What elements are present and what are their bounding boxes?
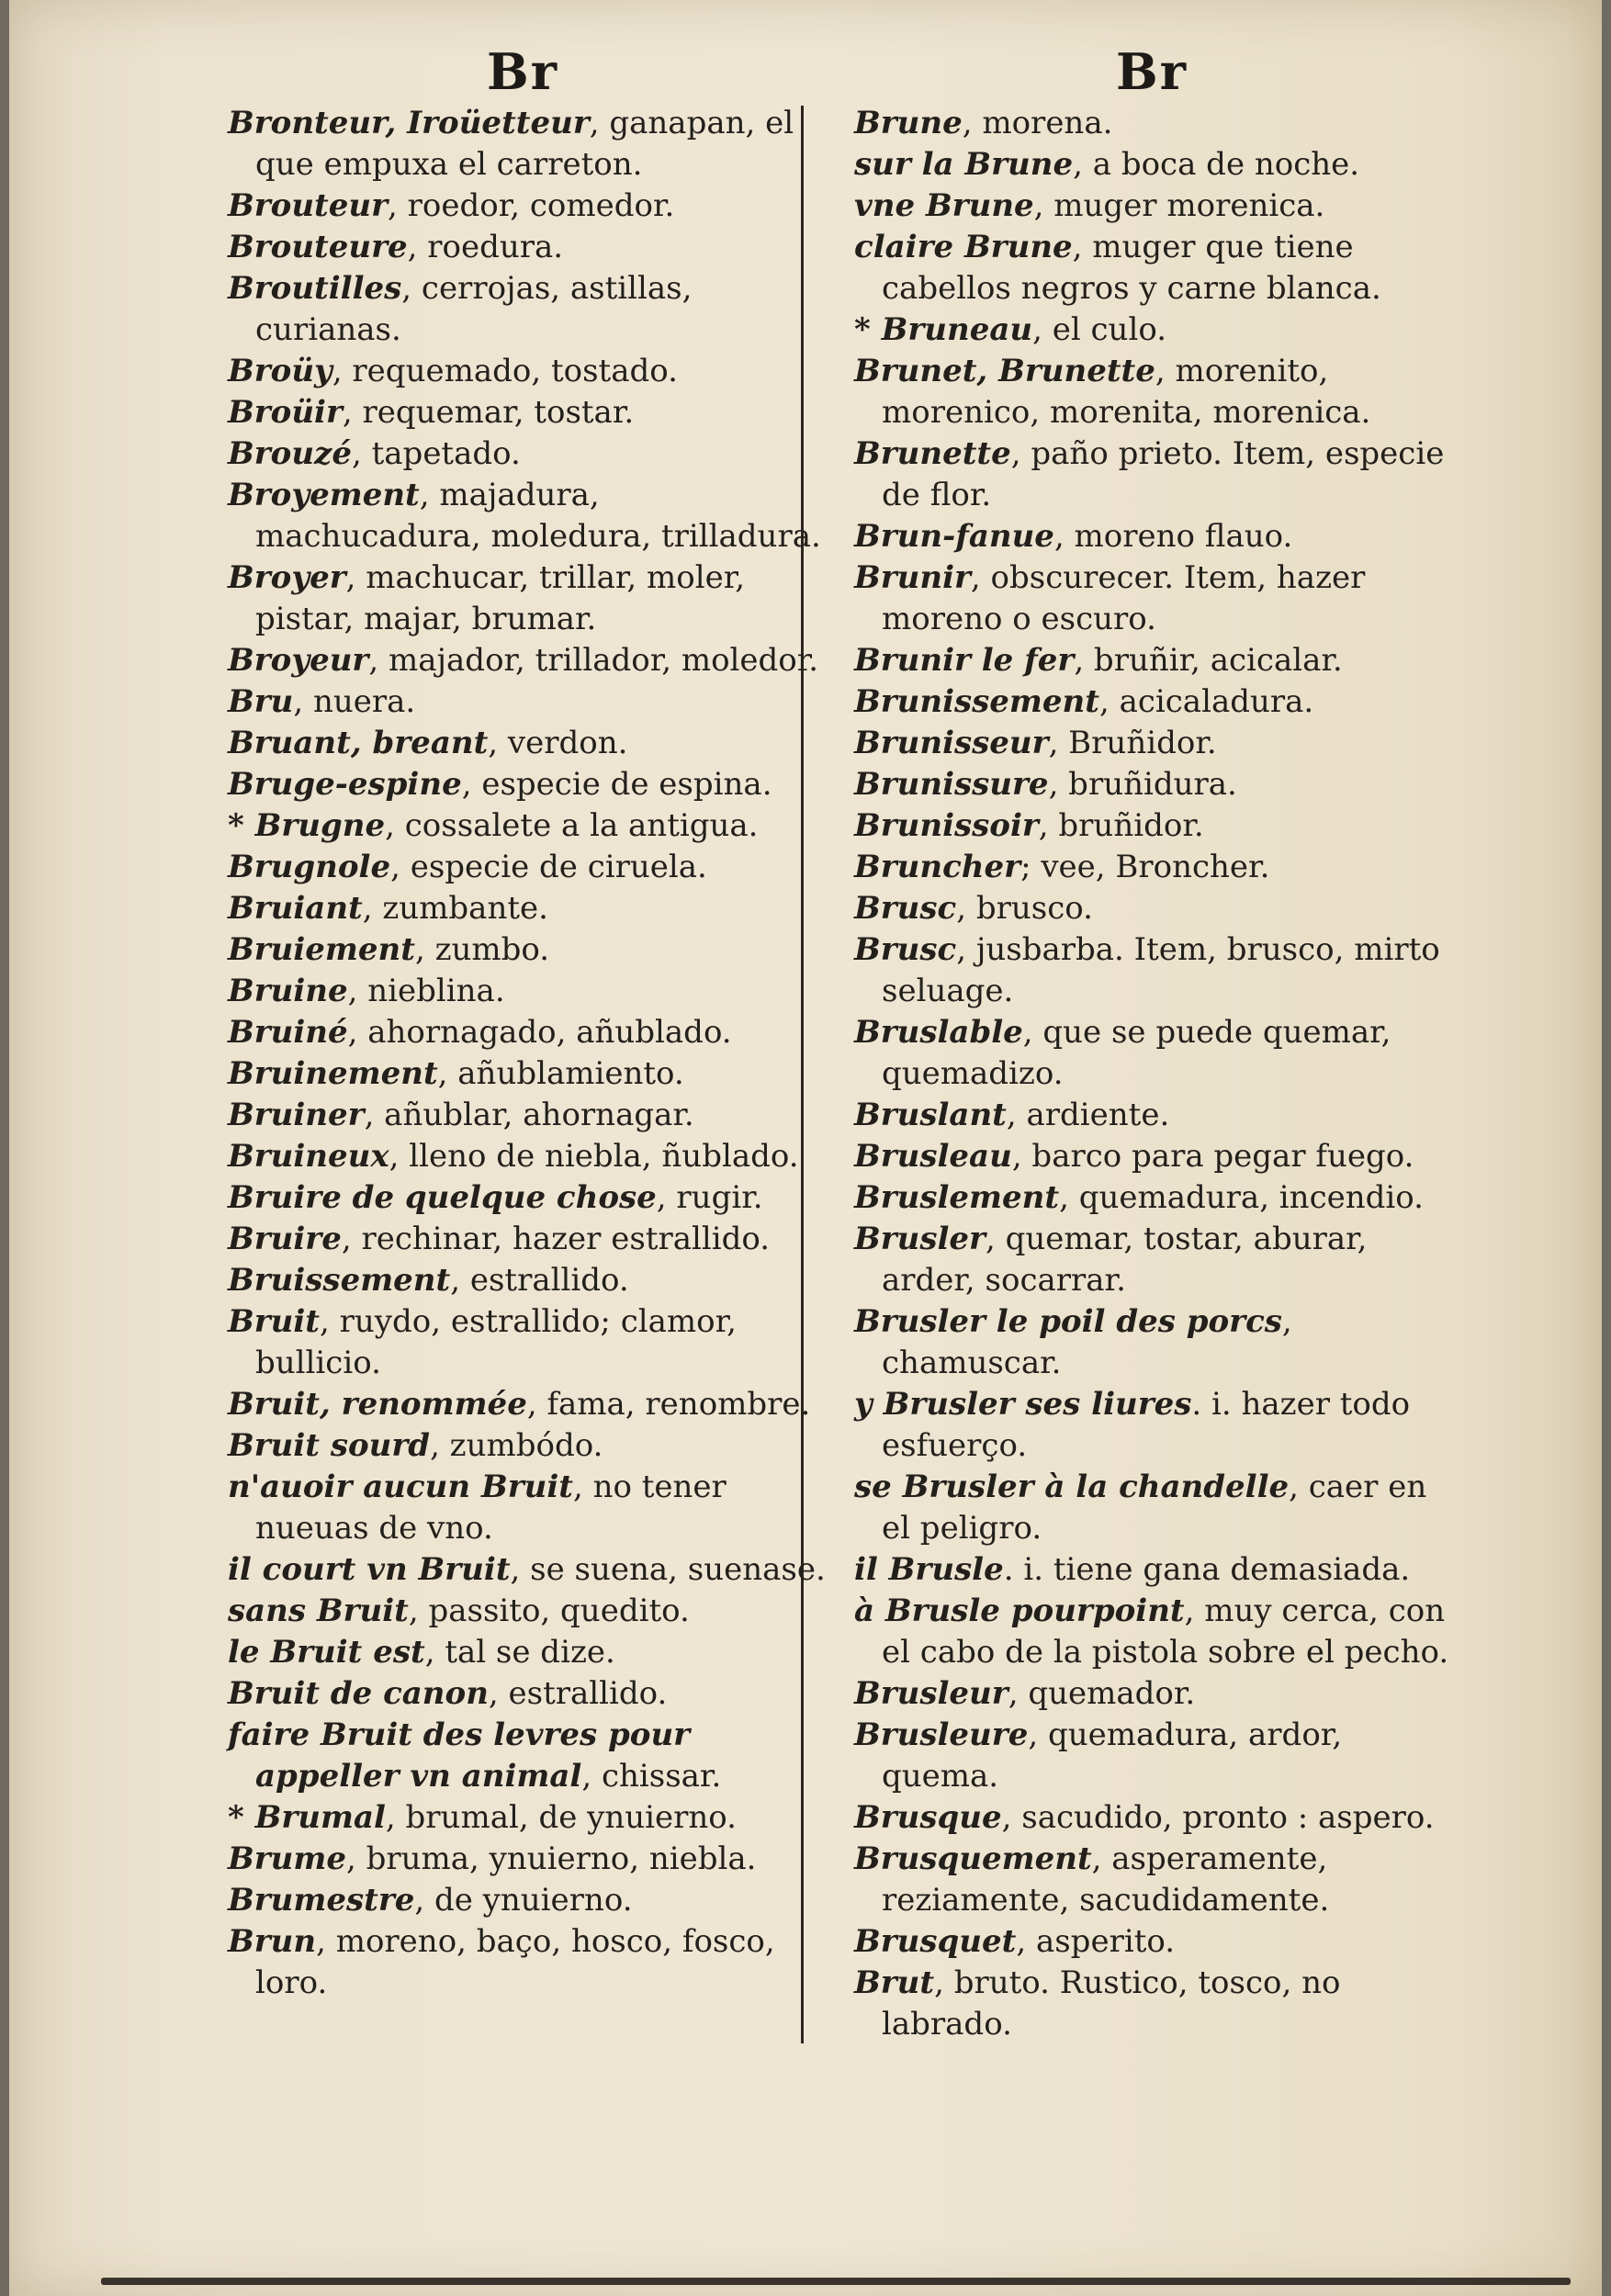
entry-headword: Brusc [854, 890, 957, 927]
entry-headword: Brut [854, 1964, 935, 2001]
entry-definition: , tal se dize. [424, 1634, 615, 1671]
entry-headword: se Brusler à la chandelle [854, 1469, 1290, 1505]
entry-headword: * Brugne [228, 807, 386, 844]
dictionary-entry [854, 1963, 1451, 2045]
entry-definition: , añublar, ahornagar. [364, 1097, 694, 1133]
entry-headword: Brume [228, 1840, 346, 1877]
entry-definition: . i. hazer todo esfuerço. [882, 1386, 1411, 1464]
dictionary-entry [854, 144, 1451, 186]
entry-headword: Brunet, Brunette [854, 353, 1155, 389]
dictionary-entry [854, 1549, 1451, 1591]
dictionary-entry [854, 929, 1451, 1012]
entry-definition: , ruydo, estrallido; clamor, bullicio. [255, 1303, 737, 1381]
entry-definition: , asperamente, reziamente, sacudidamente. [882, 1840, 1330, 1919]
dictionary-entry [854, 1839, 1451, 1921]
entry-headword: Broüir [228, 394, 343, 431]
entry-headword: à Brusle pourpoint [854, 1593, 1185, 1629]
entry-headword: Bronteur, Iroüetteur [228, 105, 590, 141]
entry-definition: , fama, renombre. [526, 1386, 811, 1423]
entry-definition: , paño prieto. Item, especie de flor. [882, 435, 1445, 513]
entry-headword: Broyeur [228, 642, 369, 679]
entry-headword: Brusler [854, 1221, 986, 1257]
left-running-header: Br [487, 42, 559, 101]
entry-definition: , roedura. [407, 229, 564, 265]
dictionary-entry [854, 723, 1451, 764]
entry-headword: Brusleure [854, 1716, 1029, 1753]
entry-definition: , majadura, machucadura, moledura, trilladura. [255, 477, 821, 555]
entry-definition: , barco para pegar fuego. [1011, 1138, 1414, 1175]
page-bottom-edge [101, 2278, 1571, 2285]
entry-headword: Broyement [228, 477, 420, 513]
dictionary-entry [854, 1177, 1451, 1219]
entry-headword: Bruant, breant [228, 725, 489, 761]
dictionary-entry [854, 805, 1451, 847]
entry-headword: Bruslement [854, 1179, 1060, 1216]
entry-definition: , muger que tiene cabellos negros y carne blanca. [882, 229, 1381, 307]
entry-definition: , bruto. Rustico, tosco, no labrado. [882, 1964, 1341, 2043]
entry-headword: Bruslable [854, 1014, 1023, 1051]
entry-headword: Bruinement [228, 1055, 438, 1092]
entry-definition: , añublamiento. [437, 1055, 684, 1092]
dictionary-entry [228, 1177, 834, 1219]
dictionary-entry [854, 557, 1451, 640]
entry-definition: , requemar, tostar. [342, 394, 635, 431]
entry-definition: , ahornagado, añublado. [347, 1014, 732, 1051]
left-column [228, 103, 834, 2004]
entry-headword: vne Brune [854, 187, 1034, 224]
entry-definition: , lleno de niebla, ñublado. [389, 1138, 799, 1175]
dictionary-entry [228, 392, 834, 433]
dictionary-entry [228, 1921, 834, 2004]
dictionary-entry [854, 1591, 1451, 1673]
entry-headword: Bruit [228, 1303, 320, 1340]
entry-headword: Bruiement [228, 931, 415, 968]
entry-headword: Bruncher [854, 849, 1021, 885]
dictionary-entry [854, 351, 1451, 433]
entry-definition: , majador, trillador, moledor. [368, 642, 819, 679]
entry-definition: , acicaladura. [1098, 683, 1314, 720]
entry-definition: , rechinar, hazer estrallido. [341, 1221, 771, 1257]
right-column [854, 103, 1451, 2045]
entry-headword: Brusler le poil des porcs [854, 1303, 1282, 1340]
entry-definition: , tapetado. [352, 435, 521, 472]
dictionary-entry [228, 227, 834, 268]
entry-definition: , quemar, tostar, aburar, arder, socarrar. [882, 1221, 1368, 1299]
dictionary-entry [228, 1012, 834, 1053]
dictionary-entry [854, 1921, 1451, 1963]
entry-headword: Brumestre [228, 1882, 415, 1919]
dictionary-entry [228, 475, 834, 557]
entry-definition: , requemado, tostado. [332, 353, 678, 389]
entry-headword: sur la Brune [854, 146, 1074, 183]
dictionary-entry [228, 1632, 834, 1673]
dictionary-entry [228, 888, 834, 929]
entry-headword: Brouteur [228, 187, 389, 224]
dictionary-entry [228, 971, 834, 1012]
entry-headword: Brunissoir [854, 807, 1039, 844]
entry-definition: , se suena, suenase. [510, 1551, 826, 1588]
entry-definition: , morenito, morenico, morenita, morenica. [882, 353, 1371, 431]
entry-headword: Brune [854, 105, 963, 141]
entry-headword: Bruit de canon [228, 1675, 489, 1712]
entry-definition: , cossalete a la antigua. [385, 807, 759, 844]
entry-definition: , de ynuierno. [414, 1882, 633, 1919]
dictionary-entry [854, 681, 1451, 723]
entry-headword: Broyer [228, 559, 346, 596]
entry-headword: le Bruit est [228, 1634, 425, 1671]
entry-definition: , no tener nueuas de vno. [255, 1469, 727, 1547]
entry-headword: faire Bruit des levres pour appeller vn animal [228, 1716, 691, 1795]
entry-headword: claire Brune [854, 229, 1073, 265]
entry-headword: y Brusler ses liures [854, 1386, 1192, 1423]
entry-headword: Bruit sourd [228, 1427, 431, 1464]
entry-headword: il Brusle [854, 1551, 1004, 1588]
dictionary-entry [854, 1467, 1451, 1549]
entry-definition: , quemadura, ardor, quema. [882, 1716, 1343, 1795]
dictionary-entry [228, 1467, 834, 1549]
entry-headword: Brun-fanue [854, 518, 1054, 555]
dictionary-entry [228, 557, 834, 640]
entry-definition: , cerrojas, astillas, curianas. [255, 270, 693, 348]
entry-headword: Brusquement [854, 1840, 1092, 1877]
entry-definition: , bruñidura. [1048, 766, 1237, 803]
dictionary-entry [228, 764, 834, 805]
entry-definition: , a boca de noche. [1073, 146, 1360, 183]
entry-definition: , caer en el peligro. [882, 1469, 1427, 1547]
entry-definition: , bruñir, acicalar. [1074, 642, 1343, 679]
entry-headword: Bruine [228, 973, 348, 1009]
entry-definition: , ardiente. [1006, 1097, 1170, 1133]
entry-definition: , muger morenica. [1033, 187, 1325, 224]
entry-definition: , roedor, comedor. [388, 187, 675, 224]
entry-definition: , ganapan, el que empuxa el carreton. [255, 105, 794, 183]
entry-headword: Brun [228, 1923, 317, 1960]
entry-definition: , bruñidor. [1038, 807, 1204, 844]
dictionary-entry [228, 1425, 834, 1467]
entry-definition: , chissar. [581, 1758, 722, 1795]
entry-headword: Brusque [854, 1799, 1002, 1836]
entry-headword: Bruineux [228, 1138, 389, 1175]
entry-headword: Brunette [854, 435, 1011, 472]
entry-definition: . i. tiene gana demasiada. [1003, 1551, 1411, 1588]
dictionary-entry [228, 805, 834, 847]
dictionary-entry [854, 1219, 1451, 1301]
entry-headword: n'auoir aucun Bruit [228, 1469, 573, 1505]
dictionary-entry [228, 1880, 834, 1921]
dictionary-page [9, 0, 1602, 2296]
right-running-header: Br [1116, 42, 1189, 101]
dictionary-entry [228, 433, 834, 475]
entry-definition: , muy cerca, con el cabo de la pistola sobre el pecho. [882, 1593, 1449, 1671]
entry-headword: Brunisseur [854, 725, 1049, 761]
entry-headword: Brusc [854, 931, 957, 968]
entry-headword: Brusleau [854, 1138, 1012, 1175]
dictionary-entry [228, 1549, 834, 1591]
dictionary-entry [228, 1136, 834, 1177]
dictionary-entry [854, 103, 1451, 144]
entry-definition: , nieblina. [347, 973, 505, 1009]
entry-headword: Broutilles [228, 270, 402, 307]
dictionary-entry [228, 1053, 834, 1095]
entry-definition: ; vee, Broncher. [1020, 849, 1270, 885]
dictionary-entry [228, 1384, 834, 1425]
dictionary-entry [854, 227, 1451, 310]
entry-headword: sans Bruit [228, 1593, 409, 1629]
entry-definition: , quemadura, incendio. [1059, 1179, 1424, 1216]
entry-headword: Bruire de quelque chose [228, 1179, 657, 1216]
entry-definition: , especie de espina. [461, 766, 772, 803]
entry-definition: , quemador. [1008, 1675, 1196, 1712]
entry-headword: Bruiné [228, 1014, 348, 1051]
entry-definition: , asperito. [1016, 1923, 1176, 1960]
entry-definition: , estrallido. [450, 1262, 629, 1299]
entry-headword: il court vn Bruit [228, 1551, 511, 1588]
entry-headword: Bruge-espine [228, 766, 462, 803]
dictionary-entry [228, 1797, 834, 1839]
dictionary-entry [228, 1219, 834, 1260]
entry-definition: , jusbarba. Item, brusco, mirto seluage. [882, 931, 1440, 1009]
dictionary-entry [854, 1384, 1451, 1467]
dictionary-entry [854, 1715, 1451, 1797]
dictionary-entry [228, 351, 834, 392]
entry-headword: Broüy [228, 353, 332, 389]
entry-definition: , bruma, ynuierno, niebla. [345, 1840, 757, 1877]
dictionary-entry [854, 640, 1451, 681]
dictionary-entry [854, 186, 1451, 227]
dictionary-entry [228, 268, 834, 351]
entry-headword: * Bruneau [854, 311, 1033, 348]
entry-headword: Brouteure [228, 229, 408, 265]
entry-definition: , moreno flauo. [1053, 518, 1293, 555]
entry-headword: Brunissure [854, 766, 1049, 803]
dictionary-entry [228, 847, 834, 888]
entry-definition: , estrallido. [488, 1675, 668, 1712]
dictionary-entry [854, 888, 1451, 929]
dictionary-entry [228, 1095, 834, 1136]
entry-headword: Brunissement [854, 683, 1099, 720]
dictionary-entry [854, 764, 1451, 805]
entry-definition: , obscurecer. Item, hazer moreno o escuro. [882, 559, 1366, 637]
dictionary-entry [228, 640, 834, 681]
dictionary-entry [854, 1797, 1451, 1839]
dictionary-entry [228, 186, 834, 227]
dictionary-entry [854, 310, 1451, 351]
dictionary-entry [854, 516, 1451, 557]
dictionary-entry [228, 103, 834, 186]
entry-definition: , zumbo. [414, 931, 550, 968]
entry-headword: Brunir [854, 559, 971, 596]
dictionary-entry [854, 1673, 1451, 1715]
dictionary-entry [854, 433, 1451, 516]
entry-definition: , especie de ciruela. [390, 849, 707, 885]
entry-definition: , Bruñidor. [1048, 725, 1217, 761]
entry-headword: Bruslant [854, 1097, 1007, 1133]
entry-headword: Bruiant [228, 890, 363, 927]
dictionary-entry [228, 929, 834, 971]
entry-definition: , zumbante. [362, 890, 548, 927]
entry-definition: , verdon. [488, 725, 628, 761]
dictionary-entry [854, 847, 1451, 888]
entry-definition: , sacudido, pronto : aspero. [1001, 1799, 1435, 1836]
entry-headword: Brusquet [854, 1923, 1017, 1960]
dictionary-entry [854, 1095, 1451, 1136]
entry-definition: , rugir. [656, 1179, 763, 1216]
dictionary-entry [228, 1591, 834, 1632]
entry-definition: , machucar, trillar, moler, pistar, majar, brumar. [255, 559, 746, 637]
entry-headword: Bruire [228, 1221, 342, 1257]
entry-headword: Brusleur [854, 1675, 1008, 1712]
entry-definition: , el culo. [1032, 311, 1167, 348]
entry-definition: , brumal, de ynuierno. [385, 1799, 737, 1836]
entry-definition: , moreno, baço, hosco, fosco, loro. [255, 1923, 775, 2001]
dictionary-entry [854, 1012, 1451, 1095]
dictionary-entry [854, 1136, 1451, 1177]
dictionary-entry [854, 1301, 1451, 1384]
entry-headword: * Brumal [228, 1799, 386, 1836]
entry-headword: Brunir le fer [854, 642, 1075, 679]
dictionary-entry [228, 723, 834, 764]
dictionary-entry [228, 681, 834, 723]
dictionary-entry [228, 1839, 834, 1880]
dictionary-entry [228, 1301, 834, 1384]
entry-headword: Bruissement [228, 1262, 451, 1299]
dictionary-entry [228, 1715, 834, 1797]
entry-definition: , chamuscar. [882, 1303, 1292, 1381]
entry-headword: Brugnole [228, 849, 391, 885]
entry-definition: , que se puede quemar, quemadizo. [882, 1014, 1391, 1092]
dictionary-entry [228, 1260, 834, 1301]
entry-definition: , brusco. [956, 890, 1093, 927]
entry-headword: Bruiner [228, 1097, 365, 1133]
dictionary-entry [228, 1673, 834, 1715]
entry-headword: Bru [228, 683, 294, 720]
entry-definition: , zumbódo. [430, 1427, 603, 1464]
entry-headword: Bruit, renommée [228, 1386, 527, 1423]
entry-definition: , nuera. [293, 683, 416, 720]
entry-definition: , morena. [962, 105, 1113, 141]
entry-headword: Brouzé [228, 435, 352, 472]
entry-definition: , passito, quedito. [408, 1593, 690, 1629]
